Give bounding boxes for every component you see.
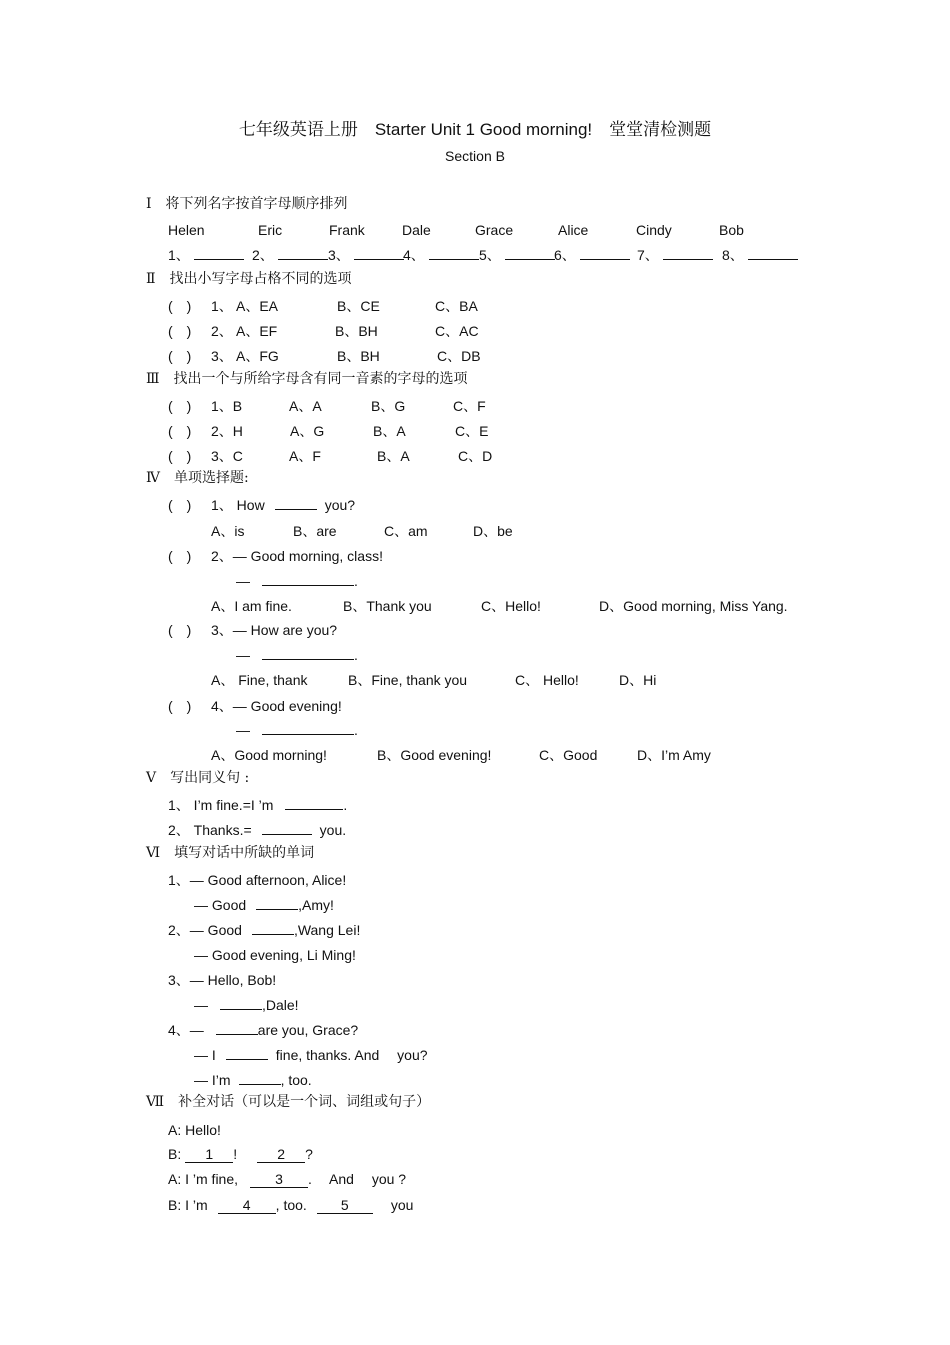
option-b: B、A: [373, 423, 406, 439]
option-a: A、F: [289, 448, 321, 464]
option-c: C、Good: [539, 747, 598, 763]
dialogue-line: — I’m: [194, 1072, 231, 1088]
option-b: B、G: [371, 398, 406, 414]
option-a: A、is: [211, 523, 245, 539]
option-c: C、am: [384, 523, 428, 539]
dialogue-line: —: [194, 997, 208, 1013]
option-a: A、I am fine.: [211, 598, 292, 614]
answer-paren[interactable]: ( ): [168, 298, 192, 314]
option-b: B、Fine, thank you: [348, 672, 468, 688]
name-item: Frank: [329, 222, 365, 238]
answer-blank[interactable]: [748, 247, 798, 260]
question-number: 2、: [211, 323, 233, 339]
answer-blank[interactable]: [429, 247, 479, 260]
punctuation: !: [233, 1146, 238, 1162]
option-b: B、Thank you: [343, 598, 432, 614]
name-item: Eric: [258, 222, 283, 238]
option-b: B、Good evening!: [377, 747, 492, 763]
synonym-line-2-end: you.: [319, 822, 347, 838]
order-number: 1、: [168, 247, 190, 263]
dialogue-line: A: I ’m fine,: [168, 1171, 239, 1187]
dialogue-line-mid: , too.: [275, 1197, 307, 1213]
dialogue-line: — Good evening, Li Ming!: [194, 947, 356, 963]
order-number: 6、: [554, 247, 576, 263]
option-d: D、Hi: [619, 672, 657, 688]
order-number: 3、: [328, 247, 350, 263]
option-c: C、E: [455, 423, 489, 439]
dialogue-line-end: . And you ?: [308, 1171, 407, 1187]
dialogue-line-end: you: [390, 1197, 414, 1213]
answer-paren[interactable]: ( ): [168, 698, 192, 714]
question-stem: 2、— Good morning, class!: [211, 548, 383, 564]
option-a: A、Good morning!: [211, 747, 327, 763]
order-number: 8、: [722, 247, 744, 263]
answer-blank[interactable]: [285, 797, 343, 810]
answer-paren[interactable]: ( ): [168, 622, 192, 638]
option-d: D、I’m Amy: [637, 747, 711, 763]
answer-blank[interactable]: [239, 1072, 281, 1085]
option-a: A、EA: [236, 298, 279, 314]
numbered-blank-5[interactable]: 5: [317, 1198, 373, 1214]
answer-blank[interactable]: [262, 722, 354, 735]
punctuation: ?: [305, 1146, 313, 1162]
option-c: C、Hello!: [481, 598, 541, 614]
option-a: A、G: [290, 423, 325, 439]
order-number: 5、: [479, 247, 501, 263]
answer-blank[interactable]: [262, 647, 354, 660]
question-number: 1、: [211, 298, 233, 314]
page-title: 七年级英语上册 Starter Unit 1 Good morning! 堂堂清检测题: [238, 120, 712, 139]
numbered-blank-3[interactable]: 3: [250, 1172, 308, 1188]
synonym-line-1: 1、 I’m fine.=I ’m: [168, 797, 274, 813]
option-b: B、CE: [337, 298, 380, 314]
dialogue-line-end: , too.: [280, 1072, 312, 1088]
answer-blank[interactable]: [663, 247, 713, 260]
question-stem: 4、— Good evening!: [211, 698, 342, 714]
dialogue-line: A: Hello!: [168, 1122, 221, 1138]
dialogue-line-end: fine, thanks. And you?: [275, 1047, 428, 1063]
answer-blank[interactable]: [262, 573, 354, 586]
answer-blank[interactable]: [220, 997, 262, 1010]
answer-blank[interactable]: [278, 247, 328, 260]
answer-paren[interactable]: ( ): [168, 448, 192, 464]
option-c: C、AC: [435, 323, 479, 339]
option-a: A、EF: [236, 323, 278, 339]
option-c: C、D: [458, 448, 493, 464]
option-b: B、are: [293, 523, 337, 539]
section-6-heading: Ⅵ 填写对话中所缺的单词: [146, 845, 315, 861]
dialogue-line: — I: [194, 1047, 216, 1063]
answer-blank[interactable]: [275, 497, 317, 510]
section-5-heading: Ⅴ 写出同义句 :: [146, 770, 250, 786]
name-item: Alice: [558, 222, 589, 238]
answer-paren[interactable]: ( ): [168, 548, 192, 564]
dialogue-line: 4、—: [168, 1022, 204, 1038]
name-item: Grace: [475, 222, 514, 238]
period: .: [354, 573, 358, 589]
period: .: [354, 647, 358, 663]
question-stem: 3、— How are you?: [211, 622, 338, 638]
answer-blank[interactable]: [505, 247, 555, 260]
option-d: D、Good morning, Miss Yang.: [599, 598, 788, 614]
answer-paren[interactable]: ( ): [168, 423, 192, 439]
numbered-blank-2[interactable]: 2: [257, 1147, 305, 1163]
option-b: B、A: [377, 448, 410, 464]
answer-blank[interactable]: [194, 247, 244, 260]
section-4-heading: Ⅳ 单项选择题:: [146, 470, 249, 486]
option-d: D、be: [473, 523, 513, 539]
numbered-blank-4[interactable]: 4: [218, 1198, 276, 1214]
answer-paren[interactable]: ( ): [168, 348, 192, 364]
option-c: C、F: [453, 398, 486, 414]
answer-blank[interactable]: [580, 247, 630, 260]
answer-blank[interactable]: [256, 897, 298, 910]
dialogue-dash: —: [236, 722, 250, 738]
order-number: 2、: [252, 247, 274, 263]
order-number: 4、: [403, 247, 425, 263]
speaker-b: B:: [168, 1146, 182, 1162]
dialogue-line: — Good: [194, 897, 247, 913]
numbered-blank-1[interactable]: 1: [185, 1147, 233, 1163]
dialogue-line-end: ,Wang Lei!: [293, 922, 361, 938]
answer-paren[interactable]: ( ): [168, 398, 192, 414]
page-subtitle: Section B: [445, 148, 505, 164]
option-b: B、BH: [335, 323, 378, 339]
question-stem: 1、 How: [211, 497, 265, 513]
option-b: B、BH: [337, 348, 380, 364]
question-stem-end: you?: [324, 497, 356, 513]
dialogue-line-end: ,Dale!: [262, 997, 299, 1013]
answer-paren[interactable]: ( ): [168, 497, 192, 513]
option-c: C、DB: [437, 348, 481, 364]
question-number: 3、C: [211, 448, 243, 464]
dialogue-line: B: I ’m: [168, 1197, 208, 1213]
dialogue-dash: —: [236, 647, 250, 663]
section-1-heading: Ⅰ 将下列名字按首字母顺序排列: [146, 196, 348, 212]
section-3-heading: Ⅲ 找出一个与所给字母含有同一音素的字母的选项: [146, 371, 468, 387]
dialogue-line-end: are you, Grace?: [257, 1022, 359, 1038]
option-a: A、A: [289, 398, 322, 414]
answer-blank[interactable]: [252, 922, 294, 935]
option-c: C、BA: [435, 298, 478, 314]
question-number: 1、B: [211, 398, 243, 414]
dialogue-line: 2、— Good: [168, 922, 242, 938]
option-a: A、FG: [236, 348, 279, 364]
order-number: 7、: [637, 247, 659, 263]
period: .: [354, 722, 358, 738]
dialogue-line: 1、— Good afternoon, Alice!: [168, 872, 347, 888]
name-item: Cindy: [636, 222, 672, 238]
question-number: 2、H: [211, 423, 243, 439]
name-item: Bob: [719, 222, 744, 238]
answer-blank[interactable]: [226, 1047, 268, 1060]
option-c: C、 Hello!: [515, 672, 579, 688]
answer-blank[interactable]: [262, 822, 312, 835]
period: .: [343, 797, 348, 813]
section-7-heading: Ⅶ 补全对话（可以是一个词、词组或句子）: [146, 1094, 431, 1110]
name-item: Dale: [402, 222, 431, 238]
answer-blank[interactable]: [216, 1022, 258, 1035]
question-number: 3、: [211, 348, 233, 364]
dialogue-line-end: ,Amy!: [298, 897, 334, 913]
answer-paren[interactable]: ( ): [168, 323, 192, 339]
name-item: Helen: [168, 222, 205, 238]
synonym-line-2: 2、 Thanks.=: [168, 822, 252, 838]
answer-blank[interactable]: [354, 247, 404, 260]
dialogue-dash: —: [236, 573, 250, 589]
section-2-heading: Ⅱ 找出小写字母占格不同的选项: [146, 271, 352, 287]
dialogue-line: 3、— Hello, Bob!: [168, 972, 277, 988]
option-a: A、 Fine, thank: [211, 672, 308, 688]
